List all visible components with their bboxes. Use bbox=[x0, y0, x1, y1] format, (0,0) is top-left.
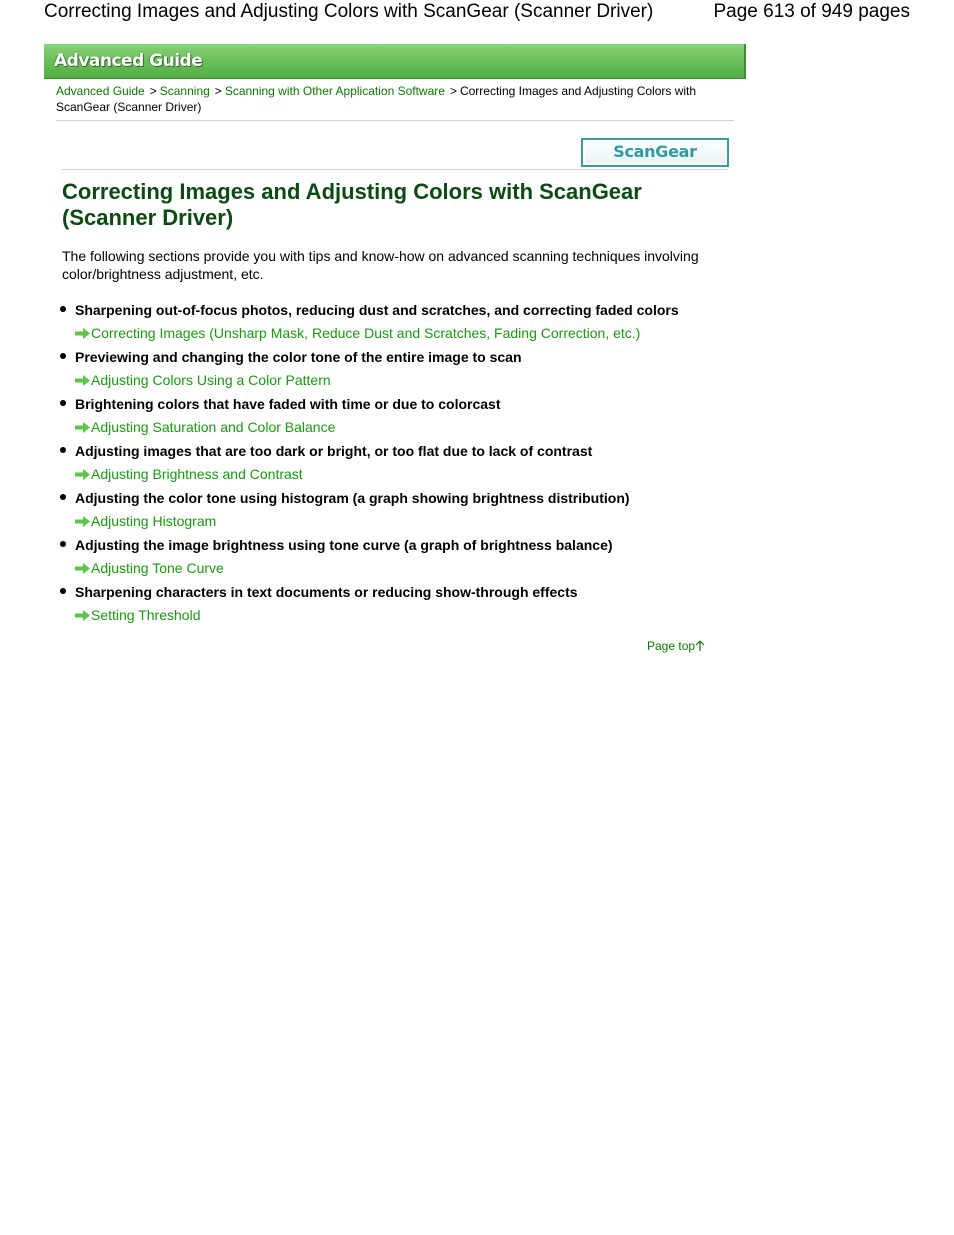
page-title: Correcting Images and Adjusting Colors with ScanGear (Scanner Driver) bbox=[62, 179, 642, 230]
topic-list bbox=[60, 300, 740, 629]
topic-link[interactable] bbox=[75, 324, 640, 342]
topic-text: Adjusting the image brightness using tone curve (a graph of brightness balance) bbox=[75, 537, 613, 553]
page-counter: Page 613 of 949 pages bbox=[713, 1, 910, 22]
list-item bbox=[60, 582, 740, 629]
breadcrumb-current: Correcting Images and Adjusting Colors with ScanGear (Scanner Driver) bbox=[56, 84, 697, 114]
topic-link[interactable] bbox=[75, 371, 331, 389]
right-arrow-icon bbox=[75, 516, 90, 527]
bullet-icon bbox=[60, 306, 66, 312]
right-arrow-icon bbox=[75, 563, 90, 574]
list-item bbox=[60, 347, 740, 394]
topic-link[interactable] bbox=[75, 465, 303, 483]
breadcrumb-separator: > bbox=[449, 84, 457, 98]
topic-link[interactable] bbox=[75, 512, 216, 530]
topic-link[interactable] bbox=[75, 559, 224, 577]
page-top-label: Page top bbox=[647, 639, 696, 653]
banner-label: Advanced Guide bbox=[54, 51, 203, 71]
topic-text: Adjusting images that are too dark or bright, or too flat due to lack of contrast bbox=[75, 443, 593, 459]
bullet-icon bbox=[60, 353, 66, 359]
breadcrumb-separator: > bbox=[214, 84, 222, 98]
topic-link-label: Adjusting Tone Curve bbox=[91, 560, 224, 576]
breadcrumb-link-scanning[interactable]: Scanning bbox=[159, 84, 210, 98]
page-top-link[interactable] bbox=[647, 639, 705, 653]
bullet-icon bbox=[60, 447, 66, 453]
topic-link-label: Adjusting Histogram bbox=[91, 513, 217, 529]
list-item bbox=[60, 394, 740, 441]
breadcrumb-link-advanced-guide[interactable]: Advanced Guide bbox=[56, 84, 145, 98]
right-arrow-icon bbox=[75, 422, 90, 433]
topic-link-label: Adjusting Colors Using a Color Pattern bbox=[91, 372, 331, 388]
topic-link-label: Correcting Images (Unsharp Mask, Reduce Dust and Scratches, Fading Correction, etc.) bbox=[91, 325, 641, 341]
list-item bbox=[60, 535, 740, 582]
advanced-guide-banner bbox=[44, 44, 746, 79]
bullet-icon bbox=[60, 541, 66, 547]
bullet-icon bbox=[60, 494, 66, 500]
right-arrow-icon bbox=[75, 328, 90, 339]
page-header bbox=[0, 0, 954, 28]
divider bbox=[56, 120, 734, 121]
topic-text: Sharpening characters in text documents or reducing show-through effects bbox=[75, 584, 578, 600]
scangear-badge bbox=[581, 138, 729, 167]
right-arrow-icon bbox=[75, 375, 90, 386]
topic-link-label: Adjusting Saturation and Color Balance bbox=[91, 419, 336, 435]
right-arrow-icon bbox=[75, 469, 90, 480]
bullet-icon bbox=[60, 588, 66, 594]
badge-label: ScanGear bbox=[613, 142, 697, 161]
topic-text: Sharpening out-of-focus photos, reducing dust and scratches, and correcting faded colors bbox=[75, 302, 679, 318]
list-item bbox=[60, 488, 740, 535]
topic-link-label: Setting Threshold bbox=[91, 607, 201, 623]
up-arrow-icon bbox=[695, 640, 705, 652]
topic-text: Previewing and changing the color tone of the entire image to scan bbox=[75, 349, 522, 365]
breadcrumb-separator: > bbox=[149, 84, 157, 98]
list-item bbox=[60, 300, 740, 347]
bullet-icon bbox=[60, 400, 66, 406]
divider bbox=[62, 169, 728, 170]
topic-link[interactable] bbox=[75, 418, 335, 436]
topic-text: Brightening colors that have faded with time or due to colorcast bbox=[75, 396, 501, 412]
document-title: Correcting Images and Adjusting Colors with ScanGear (Scanner Driver) bbox=[44, 1, 654, 22]
topic-link[interactable] bbox=[75, 606, 200, 624]
list-item bbox=[60, 441, 740, 488]
intro-paragraph: The following sections provide you with tips and know-how on advanced scanning techniques involving color/brightness adjustment, etc. bbox=[62, 248, 699, 282]
topic-text: Adjusting the color tone using histogram (a graph showing brightness distribution) bbox=[75, 490, 630, 506]
topic-link-label: Adjusting Brightness and Contrast bbox=[91, 466, 303, 482]
right-arrow-icon bbox=[75, 610, 90, 621]
breadcrumb-link-other-software[interactable]: Scanning with Other Application Software bbox=[224, 84, 445, 98]
breadcrumb bbox=[56, 83, 736, 115]
